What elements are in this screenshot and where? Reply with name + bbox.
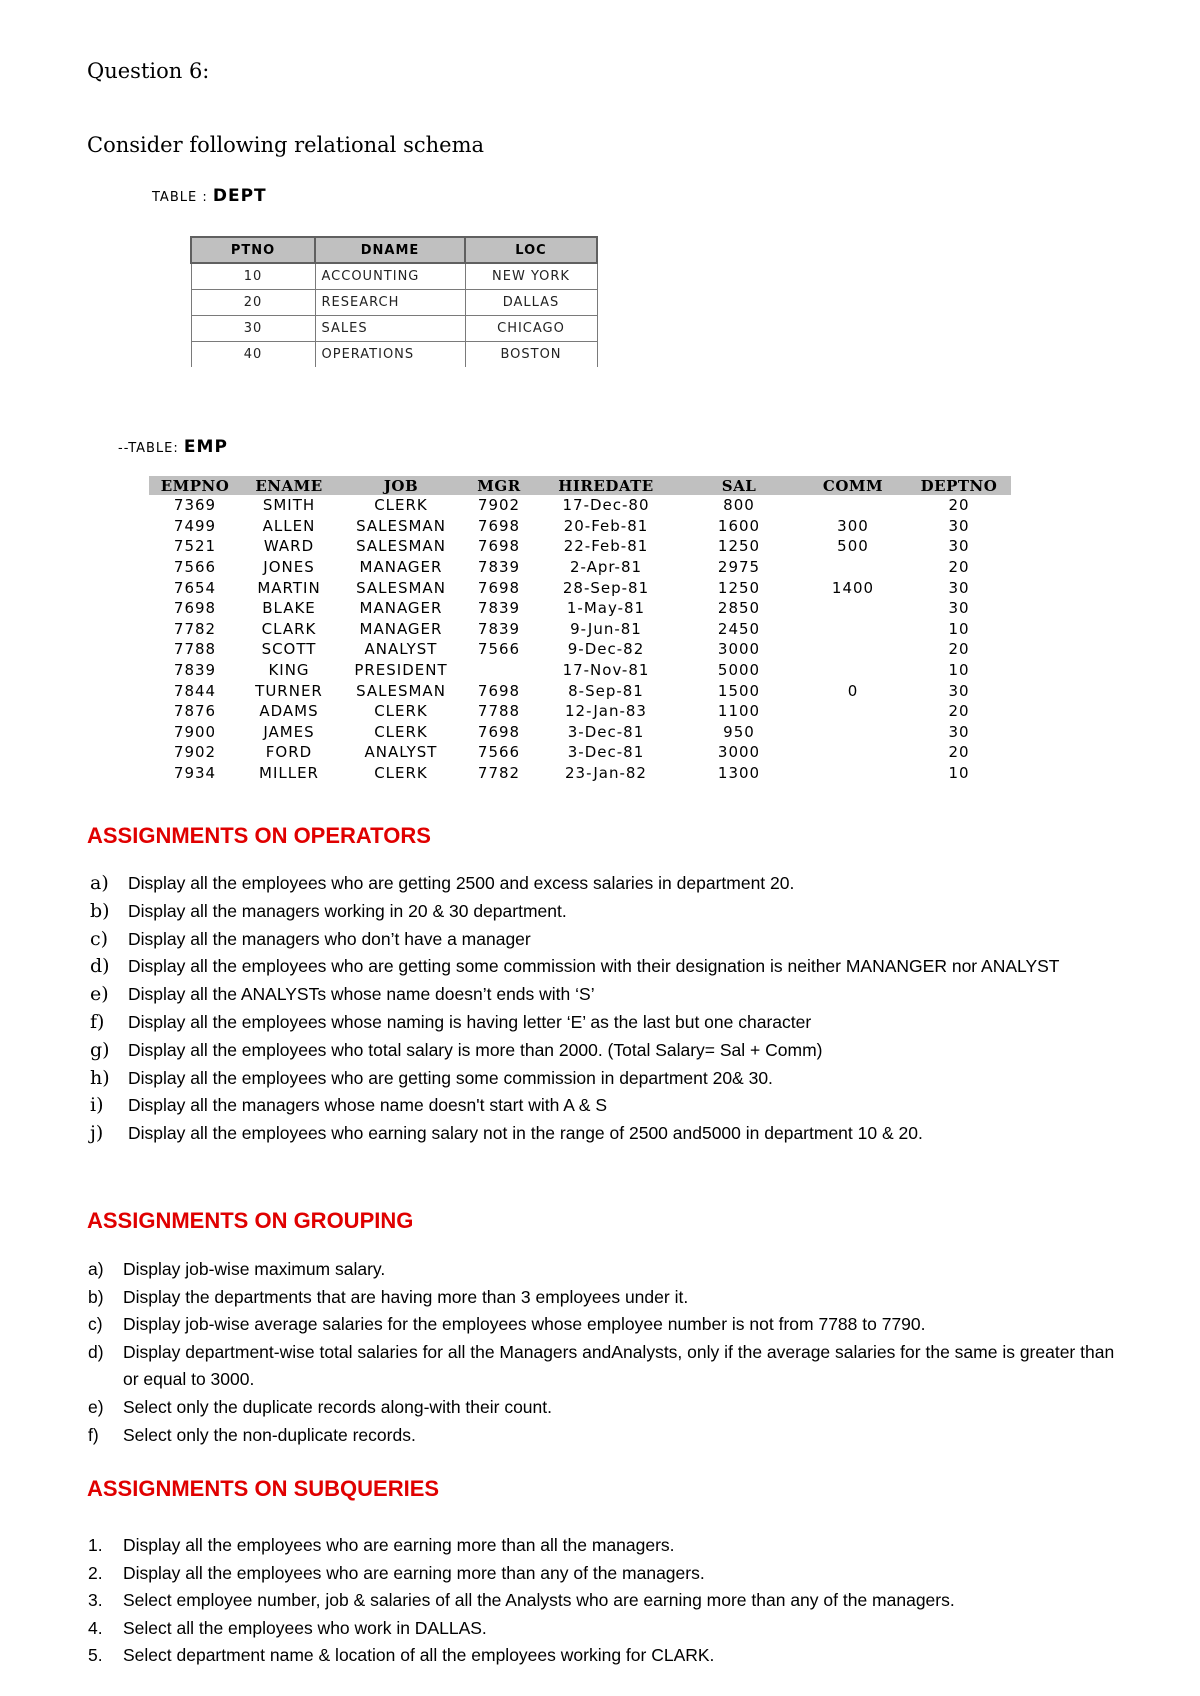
list-item-text: Display all the managers whose name doesn't start with A & S [128,1095,608,1116]
emp-cell: 7698 [477,537,521,556]
emp-cell [465,660,533,681]
emp-cell: 1500 [717,681,761,700]
list-item-text: Display all the employees whose naming is having letter ‘E’ as the last but one character [128,1011,812,1032]
emp-cell: 7369 [173,496,217,515]
list-item-text: Select only the duplicate records along-with their count. [123,1396,552,1417]
emp-cell: ADAMS [259,702,319,721]
emp-cell: 17-Nov-81 [562,661,650,680]
list-marker: a) [88,1259,104,1279]
dept-cell: RESEARCH [315,290,465,316]
emp-cell: MANAGER [359,619,443,638]
list-marker: d) [88,1341,104,1362]
emp-cell: 7788 [173,640,217,659]
emp-cell: 7782 [173,619,217,638]
emp-header-cell: MGR [465,476,533,495]
list-item-text: Select all the employees who work in DALLAS. [123,1617,487,1638]
emp-cell: 7839 [477,619,521,638]
emp-cell: 20 [948,702,970,721]
emp-cell: JONES [263,558,315,577]
emp-row [149,557,1011,578]
emp-cell: JAMES [263,722,315,741]
list-item-text: Select department name & location of all the employees working for CLARK. [123,1645,715,1665]
emp-row [149,495,1011,516]
operators-item [87,1120,1137,1148]
dept-header-cell: LOC [465,237,597,263]
list-marker: a) [90,872,109,894]
emp-cell: CLARK [261,619,317,638]
emp-cell: 8-Sep-81 [568,681,644,700]
operators-item [87,1092,1137,1120]
emp-cell: 10 [948,661,970,680]
list-marker: 5. [88,1645,103,1665]
subqueries-item [87,1560,1147,1588]
emp-cell: MARTIN [257,578,321,597]
emp-cell: SALESMAN [356,681,446,700]
emp-cell: 7844 [173,681,217,700]
emp-header-cell: ENAME [241,476,337,495]
dept-cell: SALES [315,316,465,342]
emp-cell: 500 [837,537,869,556]
dept-cell: ACCOUNTING [315,263,465,290]
operators-item [87,953,1137,981]
emp-cell: SALESMAN [356,578,446,597]
operators-item [87,1009,1137,1037]
emp-cell: 7654 [173,578,217,597]
emp-cell: PRESIDENT [354,661,448,680]
emp-cell [799,639,907,660]
subqueries-heading: ASSIGNMENTS ON SUBQUERIES [87,1476,440,1501]
operators-item [87,1065,1137,1093]
list-item-text: Display all the employees who are earning more than any of the managers. [123,1562,705,1583]
emp-cell: SCOTT [261,640,317,659]
grouping-heading: ASSIGNMENTS ON GROUPING [87,1208,414,1233]
emp-cell: 2-Apr-81 [569,558,643,577]
dept-cell: 30 [191,316,315,342]
dept-table [190,236,598,367]
dept-cell: 40 [191,342,315,368]
emp-cell: CLERK [374,702,428,721]
emp-cell: 7521 [173,537,217,556]
emp-cell: 7902 [173,743,217,762]
dept-header-cell: PTNO [191,237,315,263]
dept-label-prefix: TABLE : [152,190,208,205]
dept-row [191,316,597,342]
list-item-text: Display all the ANALYSTs whose name doesn’t ends with ‘S’ [128,984,595,1005]
emp-row [149,619,1011,640]
operators-item [87,926,1137,954]
emp-cell [799,619,907,640]
grouping-item [87,1256,1127,1284]
dept-cell: DALLAS [465,290,597,316]
dept-row [191,263,597,290]
emp-cell: 30 [948,722,970,741]
subqueries-item [87,1532,1147,1560]
emp-cell: 22-Feb-81 [563,537,649,556]
question-title: Question 6: [87,59,210,83]
dept-cell: OPERATIONS [315,342,465,368]
emp-cell: 20 [948,743,970,762]
emp-cell: 3-Dec-81 [567,743,645,762]
list-marker: g) [90,1038,110,1061]
emp-cell: 1400 [831,578,875,597]
emp-cell: 7566 [173,558,217,577]
emp-cell: WARD [263,537,315,556]
emp-row [149,536,1011,557]
emp-row [149,516,1011,537]
list-item-text: Display all the employees who are getting some commission in department 20& 30. [128,1067,773,1088]
emp-row [149,742,1011,763]
emp-header-cell: JOB [337,476,465,495]
emp-cell: ANALYST [364,743,438,762]
emp-cell: 7698 [477,681,521,700]
emp-header-cell: HIREDATE [533,476,679,495]
dept-header-cell: DNAME [315,237,465,263]
emp-header-cell: COMM [799,476,907,495]
emp-label-prefix: --TABLE: [118,441,179,456]
list-item-text: Display all the employees who are earning more than all the managers. [123,1535,675,1555]
emp-cell [799,495,907,516]
emp-cell [799,701,907,722]
emp-cell: MANAGER [359,558,443,577]
emp-cell: 20 [948,558,970,577]
emp-cell: BLAKE [262,599,316,618]
emp-cell: 7499 [173,516,217,535]
dept-label-name: DEPT [212,186,267,206]
emp-header-row [149,476,1011,495]
emp-row [149,598,1011,619]
emp-cell: 1100 [717,702,761,721]
emp-cell: 1300 [717,764,761,783]
list-item-text: Display all the employees who are getting 2500 and excess salaries in department 20. [128,873,795,893]
emp-cell: ALLEN [262,516,316,535]
list-item-text: Display all the employees who are getting some commission with their designation is neither MANANGER nor ANALYST [128,956,1060,977]
emp-label-name: EMP [183,437,228,457]
dept-table-label [152,186,267,206]
dept-cell: 20 [191,290,315,316]
emp-cell: 1250 [717,578,761,597]
emp-cell: 7698 [173,599,217,618]
operators-list [87,870,1137,1148]
list-marker: c) [90,927,109,950]
list-marker: d) [90,955,110,978]
list-item-text: Display all the managers who don’t have a manager [128,928,531,949]
emp-cell: 23-Jan-82 [565,764,647,783]
emp-cell: 7839 [173,661,217,680]
dept-row [191,290,597,316]
emp-cell: 10 [948,764,970,783]
emp-row [149,577,1011,598]
emp-cell: 7782 [477,764,521,783]
emp-cell: 30 [948,578,970,597]
emp-cell: 7839 [477,599,521,618]
emp-cell: 7566 [477,640,521,659]
subqueries-list [87,1532,1147,1670]
emp-cell: ANALYST [364,640,438,659]
list-marker: b) [90,899,110,922]
emp-row [149,763,1011,784]
grouping-item [87,1394,1127,1422]
emp-header-cell: EMPNO [149,476,241,495]
grouping-item [87,1339,1127,1394]
grouping-list [87,1256,1127,1449]
list-marker: e) [90,983,109,1006]
operators-item [87,981,1137,1009]
emp-cell: 7566 [477,743,521,762]
emp-cell: 9-Jun-81 [570,619,642,638]
emp-cell: TURNER [255,681,323,700]
dept-cell: BOSTON [465,342,597,368]
schema-intro: Consider following relational schema [87,133,485,157]
emp-cell: 7698 [477,516,521,535]
subqueries-item [87,1642,1147,1670]
list-item-text: Display job-wise average salaries for the employees whose employee number is not from 7788 to 7790. [123,1314,926,1335]
emp-cell: 12-Jan-83 [565,702,647,721]
emp-row [149,639,1011,660]
subqueries-item [87,1587,1147,1615]
emp-table [149,476,1011,783]
emp-cell: 3-Dec-81 [567,722,645,741]
subqueries-item [87,1615,1147,1643]
emp-cell: 1250 [717,537,761,556]
list-marker: f) [88,1424,99,1445]
emp-cell: SALESMAN [356,537,446,556]
emp-cell: 7788 [477,702,521,721]
emp-cell: 17-Dec-80 [562,496,650,515]
grouping-item [87,1311,1127,1339]
emp-cell: 20 [948,496,970,515]
emp-cell: 1-May-81 [566,599,646,618]
list-item-text: Display the departments that are having more than 3 employees under it. [123,1286,689,1307]
list-item-text: Display department-wise total salaries for all the Managers andAnalysts, only if the average salaries for the same is greater than or equal to 3000. [123,1341,1115,1390]
dept-row [191,342,597,368]
emp-cell: 30 [948,537,970,556]
dept-cell: NEW YORK [465,263,597,290]
dept-header-row [191,237,597,263]
emp-row [149,680,1011,701]
emp-cell [799,660,907,681]
list-item-text: Display all the employees who earning salary not in the range of 2500 and5000 in department 10 & 20. [128,1123,923,1144]
emp-cell: 3000 [717,743,761,762]
emp-cell: 28-Sep-81 [562,578,650,597]
dept-cell: 10 [191,263,315,290]
emp-cell [799,722,907,743]
emp-cell: 7934 [173,764,217,783]
emp-cell: 1600 [717,516,761,535]
emp-cell: FORD [265,743,313,762]
emp-cell: 2850 [717,599,761,618]
emp-cell: 7839 [477,558,521,577]
emp-header-cell: SAL [679,476,799,495]
list-item-text: Display all the employees who total salary is more than 2000. (Total Salary= Sal + Comm) [128,1039,823,1060]
emp-row [149,660,1011,681]
emp-cell: 800 [723,496,755,515]
list-marker: f) [90,1010,105,1033]
emp-cell: 10 [948,619,970,638]
emp-cell: 3000 [717,640,761,659]
list-marker: 3. [88,1590,103,1610]
emp-cell: SMITH [262,496,316,515]
emp-cell: SALESMAN [356,516,446,535]
list-marker: 1. [88,1535,103,1555]
list-item-text: Display all the managers working in 20 & 30 department. [128,900,567,921]
emp-cell: 9-Dec-82 [567,640,645,659]
emp-row [149,701,1011,722]
emp-cell [799,763,907,784]
dept-cell: CHICAGO [465,316,597,342]
emp-cell: CLERK [374,496,428,515]
emp-cell: 20 [948,640,970,659]
list-item-text: Select employee number, job & salaries of all the Analysts who are earning more than any of the managers. [123,1590,955,1610]
emp-row [149,722,1011,743]
list-marker: 4. [88,1617,103,1638]
emp-cell [799,598,907,619]
emp-cell: KING [268,661,310,680]
list-marker: i) [90,1094,104,1117]
emp-cell: 7698 [477,578,521,597]
emp-cell: 30 [948,681,970,700]
emp-cell: MILLER [259,764,319,783]
emp-header-cell: DEPTNO [907,476,1011,495]
list-marker: h) [90,1066,110,1089]
emp-cell: 20-Feb-81 [563,516,649,535]
emp-cell: 0 [847,681,859,700]
emp-table-label [118,437,228,457]
operators-item [87,870,1137,898]
emp-cell: 7900 [173,722,217,741]
emp-cell: MANAGER [359,599,443,618]
emp-cell: 7876 [173,702,217,721]
emp-cell: 2450 [717,619,761,638]
operators-item [87,1037,1137,1065]
emp-cell: CLERK [374,764,428,783]
operators-item [87,898,1137,926]
list-marker: c) [88,1314,103,1335]
list-item-text: Select only the non-duplicate records. [123,1424,416,1445]
emp-cell: 950 [723,722,755,741]
emp-cell: 7902 [477,496,521,515]
emp-cell: 300 [837,516,869,535]
emp-cell [799,557,907,578]
emp-cell: 2975 [717,558,761,577]
list-marker: j) [90,1122,104,1145]
list-marker: b) [88,1286,104,1307]
list-marker: 2. [88,1562,103,1583]
operators-heading: ASSIGNMENTS ON OPERATORS [87,823,431,848]
grouping-item [87,1422,1127,1450]
emp-cell: 30 [948,599,970,618]
emp-cell: 5000 [717,661,761,680]
emp-cell: 7698 [477,722,521,741]
emp-cell: CLERK [374,722,428,741]
grouping-item [87,1284,1127,1312]
emp-cell [799,742,907,763]
list-item-text: Display job-wise maximum salary. [123,1259,386,1279]
list-marker: e) [88,1396,104,1417]
emp-cell: 30 [948,516,970,535]
